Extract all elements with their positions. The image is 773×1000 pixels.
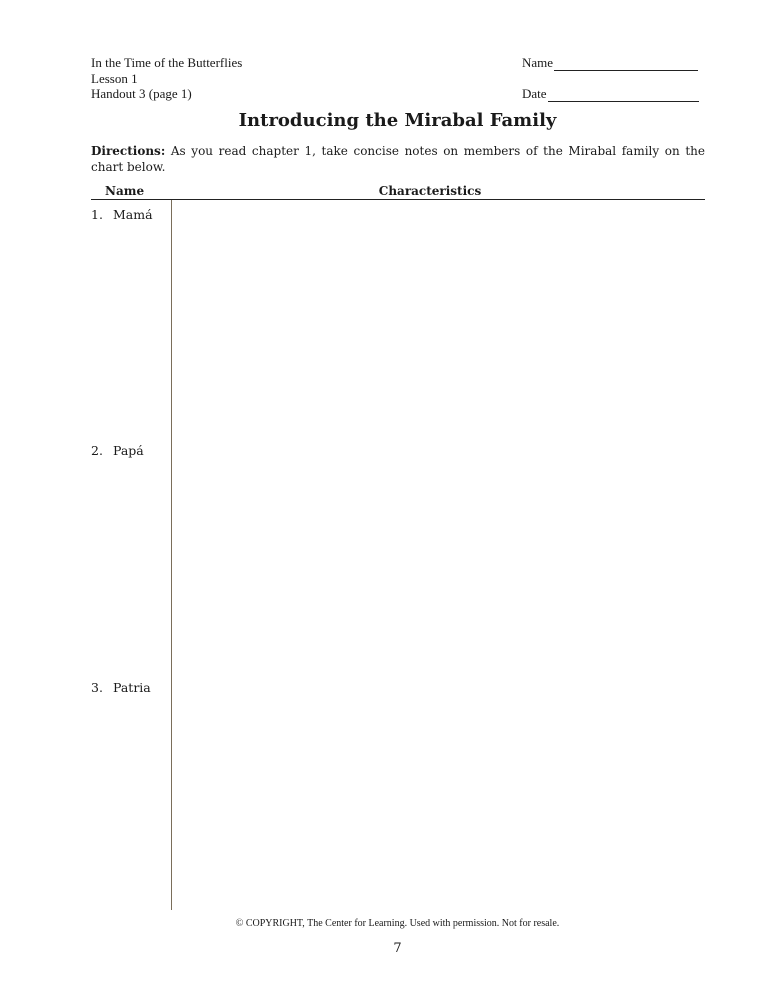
name-label: Name — [522, 55, 554, 70]
date-blank-line[interactable] — [548, 88, 699, 102]
table-header-rule — [91, 199, 705, 200]
handout-label: Handout 3 (page 1) — [91, 86, 192, 101]
page-number: 7 — [393, 941, 402, 956]
row-number: 2. — [91, 443, 103, 458]
name-field[interactable] — [522, 55, 698, 71]
column-header-characteristics: Characteristics — [378, 184, 482, 198]
book-title: In the Time of the Butterflies — [91, 55, 243, 70]
table-row — [91, 680, 151, 695]
table-row — [91, 207, 153, 222]
page-title: Introducing the Mirabal Family — [238, 110, 557, 131]
row-name: Patria — [113, 680, 151, 695]
date-field[interactable] — [522, 86, 699, 102]
copyright-notice: © COPYRIGHT, The Center for Learning. Used with permission. Not for resale. — [235, 918, 560, 929]
directions — [91, 144, 705, 175]
lesson-label: Lesson 1 — [91, 70, 138, 86]
handout-header — [91, 55, 242, 102]
row-name: Mamá — [113, 207, 153, 222]
column-divider — [171, 200, 172, 910]
row-number: 3. — [91, 680, 103, 695]
date-label: Date — [522, 86, 547, 101]
row-name: Papá — [113, 443, 144, 458]
table-row — [91, 443, 144, 458]
directions-text: As you read chapter 1, take concise notes on members of the Mirabal family on the chart below. — [91, 144, 705, 174]
directions-label: Directions: — [91, 144, 166, 158]
row-number: 1. — [91, 207, 103, 222]
column-header-name: Name — [105, 184, 145, 198]
name-blank-line[interactable] — [554, 57, 698, 71]
